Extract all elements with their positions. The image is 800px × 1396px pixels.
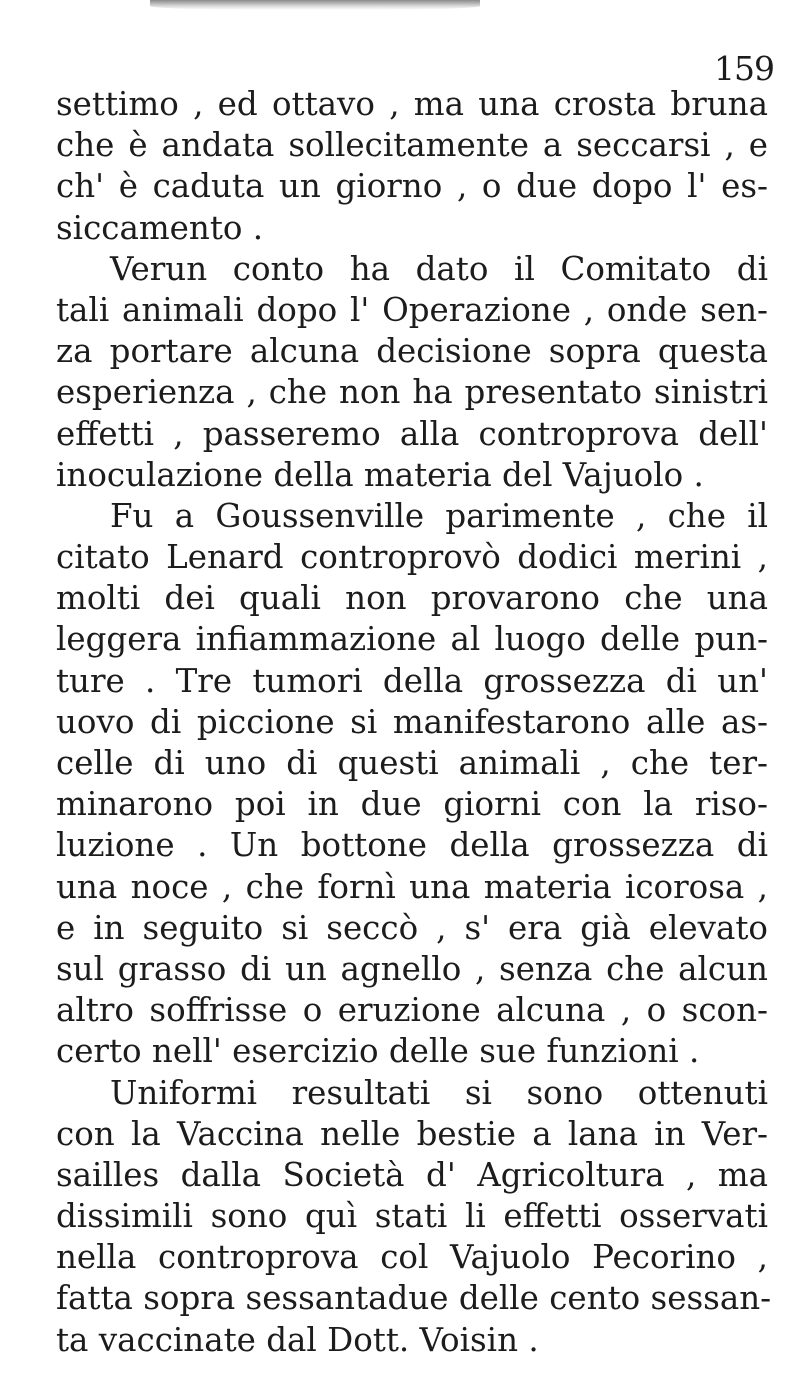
text-line: uovo di piccione si manifestarono alle as- — [56, 702, 768, 741]
text-line: minarono poi in due giorni con la riso- — [56, 785, 768, 824]
text-line: nella controprova col Vajuolo Pecorino , — [56, 1238, 768, 1277]
text-line: citato Lenard controprovò dodici merini , — [56, 538, 768, 577]
text-line: dissimili sono quì stati li effetti osservati — [56, 1197, 768, 1236]
page-number: 159 — [714, 49, 774, 88]
text-line: certo nell' esercizio delle sue funzioni . — [56, 1032, 700, 1071]
text-line: con la Vaccina nelle bestie a lana in Ver- — [56, 1114, 768, 1153]
paragraph-start: Verun conto ha dato il Comitato di — [110, 249, 768, 288]
text-line: luzione . Un bottone della grossezza di — [56, 826, 768, 865]
text-line: ch' è caduta un giorno , o due dopo l' es- — [56, 167, 768, 206]
text-line: sul grasso di un agnello , senza che alcun — [56, 949, 768, 988]
paragraph-start: Fu a Goussenville parimente , che il — [110, 496, 768, 535]
text-line: sailles dalla Società d' Agricoltura , ma — [56, 1155, 768, 1194]
text-line: ture . Tre tumori della grossezza di un' — [56, 661, 768, 700]
text-line: fatta sopra sessantadue delle cento sessan- — [56, 1279, 772, 1318]
text-line: settimo , ed ottavo , ma una crosta bruna — [56, 85, 768, 123]
text-line: leggera infiammazione al luogo delle pun- — [56, 620, 768, 659]
text-line: za portare alcuna decisione sopra questa — [56, 332, 768, 371]
text-line: che è andata sollecitamente a seccarsi , e — [56, 126, 768, 165]
text-line: ta vaccinate dal Dott. Voisin . — [56, 1320, 539, 1359]
text-line: inoculazione della materia del Vajuolo . — [56, 455, 704, 494]
paragraph-start: Uniformi resultati si sono ottenuti — [110, 1073, 768, 1112]
text-line: siccamento . — [56, 208, 264, 247]
text-line: tali animali dopo l' Operazione , onde sen- — [56, 290, 768, 329]
text-line: molti dei quali non provarono che una — [56, 579, 768, 618]
body-text — [56, 84, 772, 1361]
text-line: effetti , passeremo alla controprova dell' — [56, 414, 768, 453]
text-line: una noce , che fornì una materia icorosa , — [56, 867, 768, 906]
text-line: esperienza , che non ha presentato sinistri — [56, 373, 768, 412]
text-line: celle di uno di questi animali , che ter- — [56, 744, 768, 782]
text-line: altro soffrisse o eruzione alcuna , o scon- — [56, 991, 768, 1030]
text-line: e in seguito si seccò , s' era già elevato — [56, 908, 768, 947]
page-edge-shadow — [150, 0, 480, 10]
